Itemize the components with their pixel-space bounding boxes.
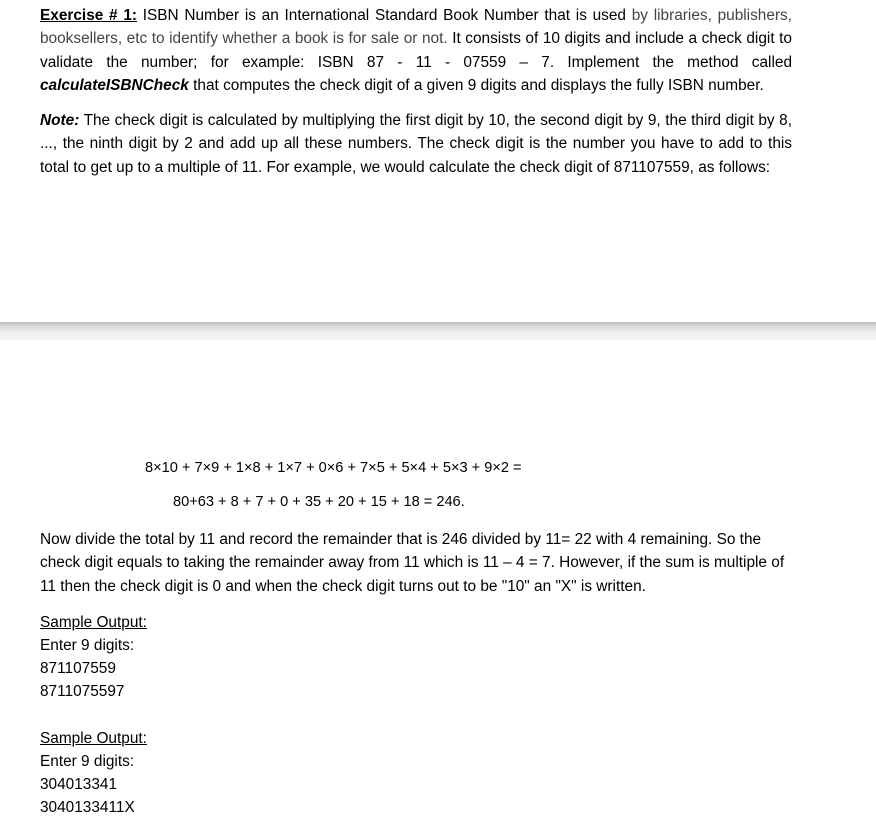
page-break-divider xyxy=(0,322,876,340)
explanation-paragraph: Now divide the total by 11 and record the remainder that is 246 divided by 11= 22 with 4 remaining. So the check digit equals to taking the remainder away from 11 which is 11 – 4 = 7. However, if the sum is multiple of 11 then the check digit is 0 and when the check digit turns out to be "10" an "X" is written. xyxy=(40,531,785,595)
exercise-intro-part-1: ISBN Number is an International Standard Book Number that is used xyxy=(137,7,632,24)
document-page-2 xyxy=(0,340,876,829)
sample-output-block-1 xyxy=(40,611,147,703)
sample-prompt: Enter 9 digits: xyxy=(40,753,135,770)
exercise-heading: Exercise # 1: xyxy=(40,7,138,24)
document-page-1 xyxy=(0,0,876,322)
calculation-line-2: 80+63 + 8 + 7 + 0 + 35 + 20 + 15 + 18 = 246. xyxy=(173,494,465,510)
note-paragraph xyxy=(40,109,792,179)
exercise-intro-part-3: It consists of 10 digits and include a check digit to validate the number; for example: ISBN 87 - 11 - 07559 – 7. Implement the method called xyxy=(40,30,792,71)
sample-output-heading: Sample Output: xyxy=(40,614,147,631)
method-name: calculateISBNCheck xyxy=(40,76,189,94)
sample-output-block-2 xyxy=(40,727,147,819)
exercise-intro-part-2: by libraries, publishers, booksellers, etc to identify whether a book is for sale or not. xyxy=(40,7,793,48)
sample-prompt: Enter 9 digits: xyxy=(40,637,135,654)
sample-result: 8711075597 xyxy=(40,683,125,700)
sample-input: 304013341 xyxy=(40,776,118,793)
sample-result: 3040133411X xyxy=(40,799,135,816)
sample-output-heading: Sample Output: xyxy=(40,730,147,747)
note-text: The check digit is calculated by multiplying the first digit by 10, the second digit by 9, the third digit by 8, ..., the ninth digit by 2 and add up all these numbers. The check digit is the number you have to add to this total to get up to a multiple of 11. For example, we would calculate the check digit of 871107559, as follows: xyxy=(40,112,792,176)
exercise-intro-part-4: that computes the check digit of a given 9 digits and displays the fully ISBN number. xyxy=(188,76,764,94)
calculation-line-1: 8×10 + 7×9 + 1×8 + 1×7 + 0×6 + 7×5 + 5×4 + 5×3 + 9×2 = xyxy=(145,460,522,476)
note-label: Note: xyxy=(40,112,80,129)
exercise-paragraph xyxy=(40,4,792,97)
sample-input: 871107559 xyxy=(40,660,116,677)
